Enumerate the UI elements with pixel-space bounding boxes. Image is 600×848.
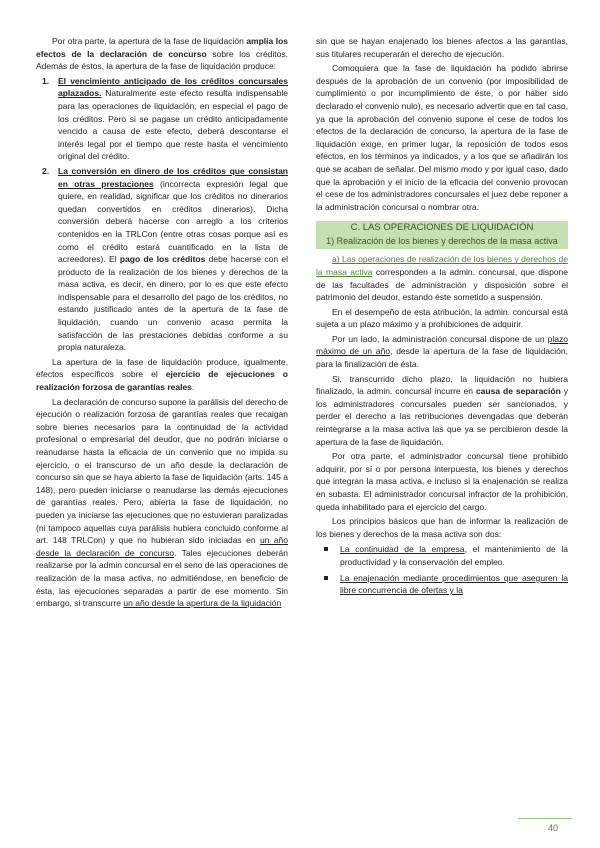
right-column [316,35,568,600]
text-run: . Tales ejecuciones deberán realizarse por la admin concursal en el seno de las operaciones de realización de la masa activa, no admitiéndose, en beneficio de ésta, las ejecuciones separadas a partir de ese momento. Sin embargo, si transcurre [36,547,288,609]
list-number: 1. [42,75,50,86]
subsection-title: 1) Realización de los bienes y derechos de la masa activa [326,236,558,247]
bullet-item-2 [316,572,568,597]
text-run: , el mantenimiento de la productividad y la conservación del empleo. [340,544,568,567]
list-item-title: El vencimiento anticipado de los créditos concursales aplazados. [58,75,288,99]
text-run: . [191,382,195,393]
list-item-1 [36,75,288,163]
bold-phrase: causa de separación [475,386,561,397]
underlined-phrase: La continuidad de la empresa [340,544,465,555]
text-run: corresponden a la admin. concursal, que dispone de las facultades de administración y disposición sobre el patrimonio del deudor, estando éste sometido a suspensión. [316,266,568,303]
paragraph-operaciones [316,253,568,303]
text-run: , desde la apertura de la fase de liquidación, para la finalización de ésta. [316,346,568,370]
list-item-text: debe hacerse con el producto de la realización de los bienes y derechos de la masa activa, es decir, en dinero, por lo es que este efecto indispensable para el desarrollo del pago de los créditos, no estando justificado antes de la apertura de la fase de liquidación, cuando un convenio acaso permita la satisfacción de las prestaciones debidas conforme a su propia naturaleza. [58,254,289,353]
page-number: 40 [548,823,559,833]
paragraph-convenio: Comoquiera que la fase de liquidación ha podido abrirse después de la aprobación de un convenio (por imposibilidad de cumplimiento o por incumplimiento de éste, o por haber sido declarado el convenio nulo), es necesario advertir que en tal caso, ya que la aprobación del convenio supone el cese de todos los efectos de la declaración de concurso, la apertura de la fase de liquidación exige, en primer lugar, la reposición de todos esos efectos, en los términos ya indicados, y a los que se añadirán los que se acaban de señalar. Del mismo modo y por igual caso, dado que la aprobación y el inicio de la eficacia del convenio provocan el cese de los administradores concursales el juez debe reponer a la administración concursal o nombrar otra. [316,63,568,212]
paragraph-intro [36,35,288,73]
left-column [36,35,288,612]
list-number: 2. [42,165,50,176]
text-run: Por otra parte, la apertura de la fase de liquidación [52,36,247,46]
underlined-phrase: un año desde la declaración de concurso [36,535,288,558]
paragraph-paralisis [36,396,288,610]
list-item-text: Naturalmente este efecto resulta indispensable para las operaciones de liquidación, en especial el pago de los créditos. Pero si se pagase un crédito anticipadamente vencido a causa de este efecto, deberá descontarse el interés legal por el tiempo que reste hasta el vencimiento original del crédito. [58,88,288,162]
highlighted-phrase: a) Las operaciones de realización de los bienes y derechos de la masa activa [316,254,568,277]
text-run: Si, transcurrido dicho plazo, la liquidación no hubiera finalizado, la admin. concursal incurre en [316,373,568,397]
list-item-text: (incorrecta expresión legal que quiere, en realidad, significar que los créditos no dinerarios quedan convertidos en créditos dinerarios). Dicha conversión deberá hacerse con arreglo a los criterios contenidos en la TRLCon (entre otras cosas porque así es como el crédito estará cuantificado en la lista de acreedores). El [58,178,288,265]
paragraph-garantias [36,356,288,394]
list-item-2 [36,165,288,354]
underlined-phrase: un año desde la apertura de la liquidación [123,598,282,609]
paragraph-separacion [316,373,568,449]
paragraph-plazo [316,333,568,371]
bold-phrase: amplía los efectos de la declaración de concurso [36,36,288,59]
paragraph-desempeno: En el desempeño de esta atribución, la admin. concursal está sujeta a un plazo máximo y a prohibiciones de adquirir. [316,306,568,330]
bold-phrase: ejercicio de ejecuciones o realización forzosa de garantías reales [36,369,288,393]
paragraph-prohibicion: Por otra parte, el administrador concursal tiene prohibido adquirir, por sí o por persona interpuesta, los bienes y derechos que integran la masa activa, e incluso si la enajenación se realiza en subasta. El administrador concursal infractor de la prohibición, queda inhabilitado para el ejercicio del cargo. [316,451,568,512]
square-bullet-icon [324,547,328,551]
paragraph-continuation: sin que se hayan enajenado los bienes afectos a las garantías, sus titulares recuperarán el derecho de ejecución. [316,36,568,59]
bold-phrase: pago de los créditos [119,254,206,265]
underlined-phrase: La enajenación mediante procedimientos que aseguren la libre concurrencia de ofertas y la [340,572,568,596]
text-run: y los administradores concursales pueden ser sancionados, y perder el derecho a las retribuciones devengadas que deberán reintegrarse a la masa activa las que ya se percibieron desde la apertura de la fase de liquidación. [316,386,568,447]
list-item-title: La conversión en dinero de los créditos que consistan en otras prestaciones [58,165,288,189]
underlined-phrase: plazo máximo de un año [316,333,568,357]
paragraph-principios: Los principios básicos que han de informar la realización de los bienes y derechos de la masa activa son dos: [316,516,568,539]
footer-divider [518,818,572,819]
text-run: La declaración de concurso supone la parálisis del derecho de ejecución o realización forzosa de garantías reales que recaigan sobre bienes necesarios para la continuidad de la actividad profesional o empresarial del deudor, que no podrán iniciarse o reanudarse hasta la eficacia de un convenio que no impida su ejercicio, o el transcurso de un año desde la declaración de concurso sin que se haya abierto la fase de liquidación (arts. 145 a 148), pero pueden iniciarse o reanudarse las demás ejecuciones de garantías reales. Pero, abierta la fase de liquidación, no pueden ya iniciarse las ejecuciones que no estuvieran paralizadas (ni tampoco aquellas cuya parálisis hubiera concluido conforme al art. 148 TRLCon) y que no hubieran sido iniciadas en [36,396,288,546]
section-title: C. LAS OPERACIONES DE LIQUIDACIÓN [350,222,534,234]
bullet-item-1 [316,543,568,568]
square-bullet-icon [324,576,328,580]
text-run: La apertura de la fase de liquidación produce, igualmente, efectos específicos sobre el [36,356,288,380]
text-run: Por un lado, la administración concursal dispone de un [332,333,548,344]
section-heading [316,221,568,249]
text-run: sobre los créditos. Además de éstos, la apertura de la fase de liquidación produce: [36,48,288,72]
